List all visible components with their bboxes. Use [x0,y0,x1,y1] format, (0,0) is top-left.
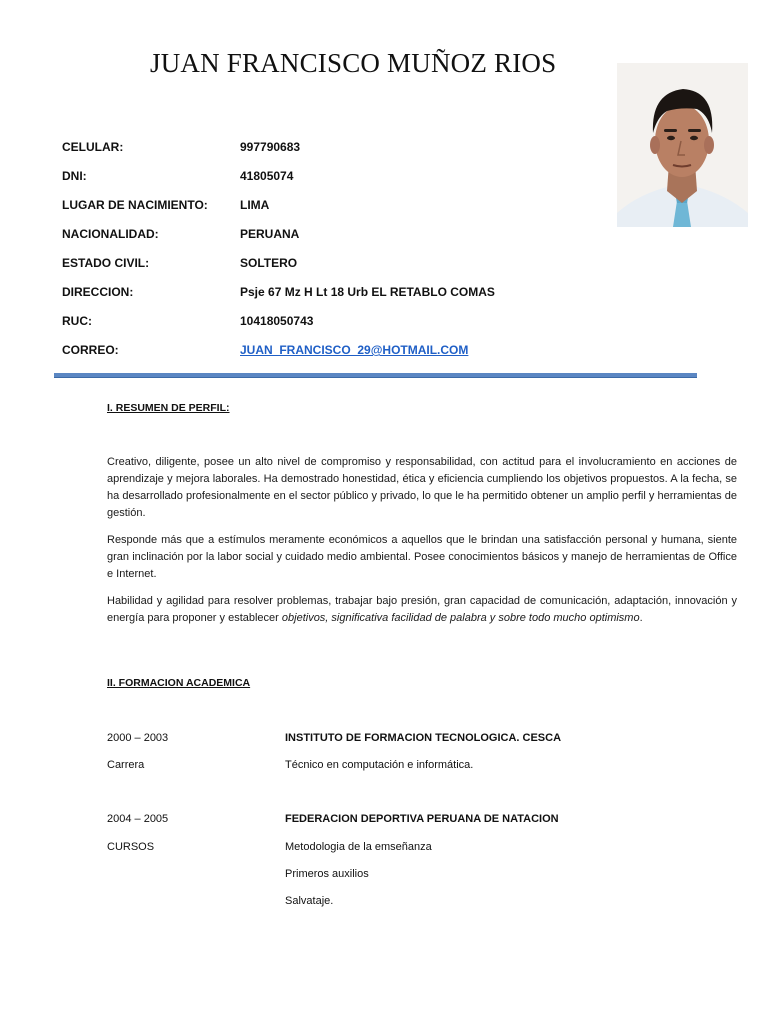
info-label: DNI: [62,169,87,183]
section-heading-formacion: II. FORMACION ACADEMICA [107,677,251,689]
info-label: LUGAR DE NACIMIENTO: [62,198,208,212]
education-institution: FEDERACION DEPORTIVA PERUANA DE NATACION [285,813,559,825]
education-detail: Salvataje. [285,895,334,907]
info-label: CELULAR: [62,140,124,154]
info-value: 10418050743 [240,314,314,328]
education-period: 2000 – 2003 [107,732,169,744]
info-value: SOLTERO [240,256,298,270]
education-detail: Técnico en computación e informática. [285,759,474,771]
education-detail: Metodologia de la emseñanza [285,841,432,853]
paragraph-italic-text: objetivos, significativa facilidad de palabra y sobre todo mucho optimismo [281,612,640,624]
email-link[interactable]: JUAN_FRANCISCO_29@HOTMAIL.COM [240,343,469,357]
education-row [107,813,727,829]
education-row [107,759,727,775]
profile-paragraph-1: Creativo, diligente, posee un alto nivel de compromiso y responsabilidad, con actitud para el involucramiento en acciones de aprendizaje y mejora laborales. Ha demostrado honestidad, ética y eficiencia cumpliendo los objetivos propuestos. A la fecha, se ha desarrollado profesionalmente en el sector público y privado, lo que le ha permitido obtener un amplio perfil y herramientas de gestión. [107,456,737,519]
info-label: NACIONALIDAD: [62,227,159,241]
header-divider [54,373,697,378]
info-value: 41805074 [240,169,294,183]
cv-name: JUAN FRANCISCO MUÑOZ RIOS [150,48,557,78]
info-label: DIRECCION: [62,285,134,299]
education-row [107,895,727,911]
paragraph-text: Habilidad y agilidad para resolver problemas, trabajar bajo presión, gran capacidad de comunicación, adaptación, innovación y energía para proponer y establecer [107,595,737,624]
education-label: Carrera [107,759,145,771]
portrait-image [617,63,748,227]
profile-paragraph-3 [107,593,737,627]
info-value: Psje 67 Mz H Lt 18 Urb EL RETABLO COMAS [240,285,495,299]
info-value: LIMA [240,198,270,212]
info-label: ESTADO CIVIL: [62,256,150,270]
education-row [107,841,727,857]
education-row [107,732,727,748]
education-period: 2004 – 2005 [107,813,169,825]
info-label: CORREO: [62,343,119,357]
education-row [107,868,727,884]
info-value: 997790683 [240,140,301,154]
profile-photo [617,63,748,227]
section-heading-resumen: I. RESUMEN DE PERFIL: [107,402,230,414]
profile-paragraph-2: Responde más que a estímulos meramente económicos a aquellos que le brindan una satisfacción personal y humana, siente gran inclinación por la labor social y cuidado medio ambiental. Posee conocimientos básicos y manejo de herramientas de Office e Internet. [107,534,737,580]
paragraph-end: . [639,612,643,624]
info-value: PERUANA [240,227,300,241]
education-institution: INSTITUTO DE FORMACION TECNOLOGICA. CESCA [285,732,562,744]
education-detail: Primeros auxilios [285,868,369,880]
education-label: CURSOS [107,841,155,853]
info-label: RUC: [62,314,92,328]
